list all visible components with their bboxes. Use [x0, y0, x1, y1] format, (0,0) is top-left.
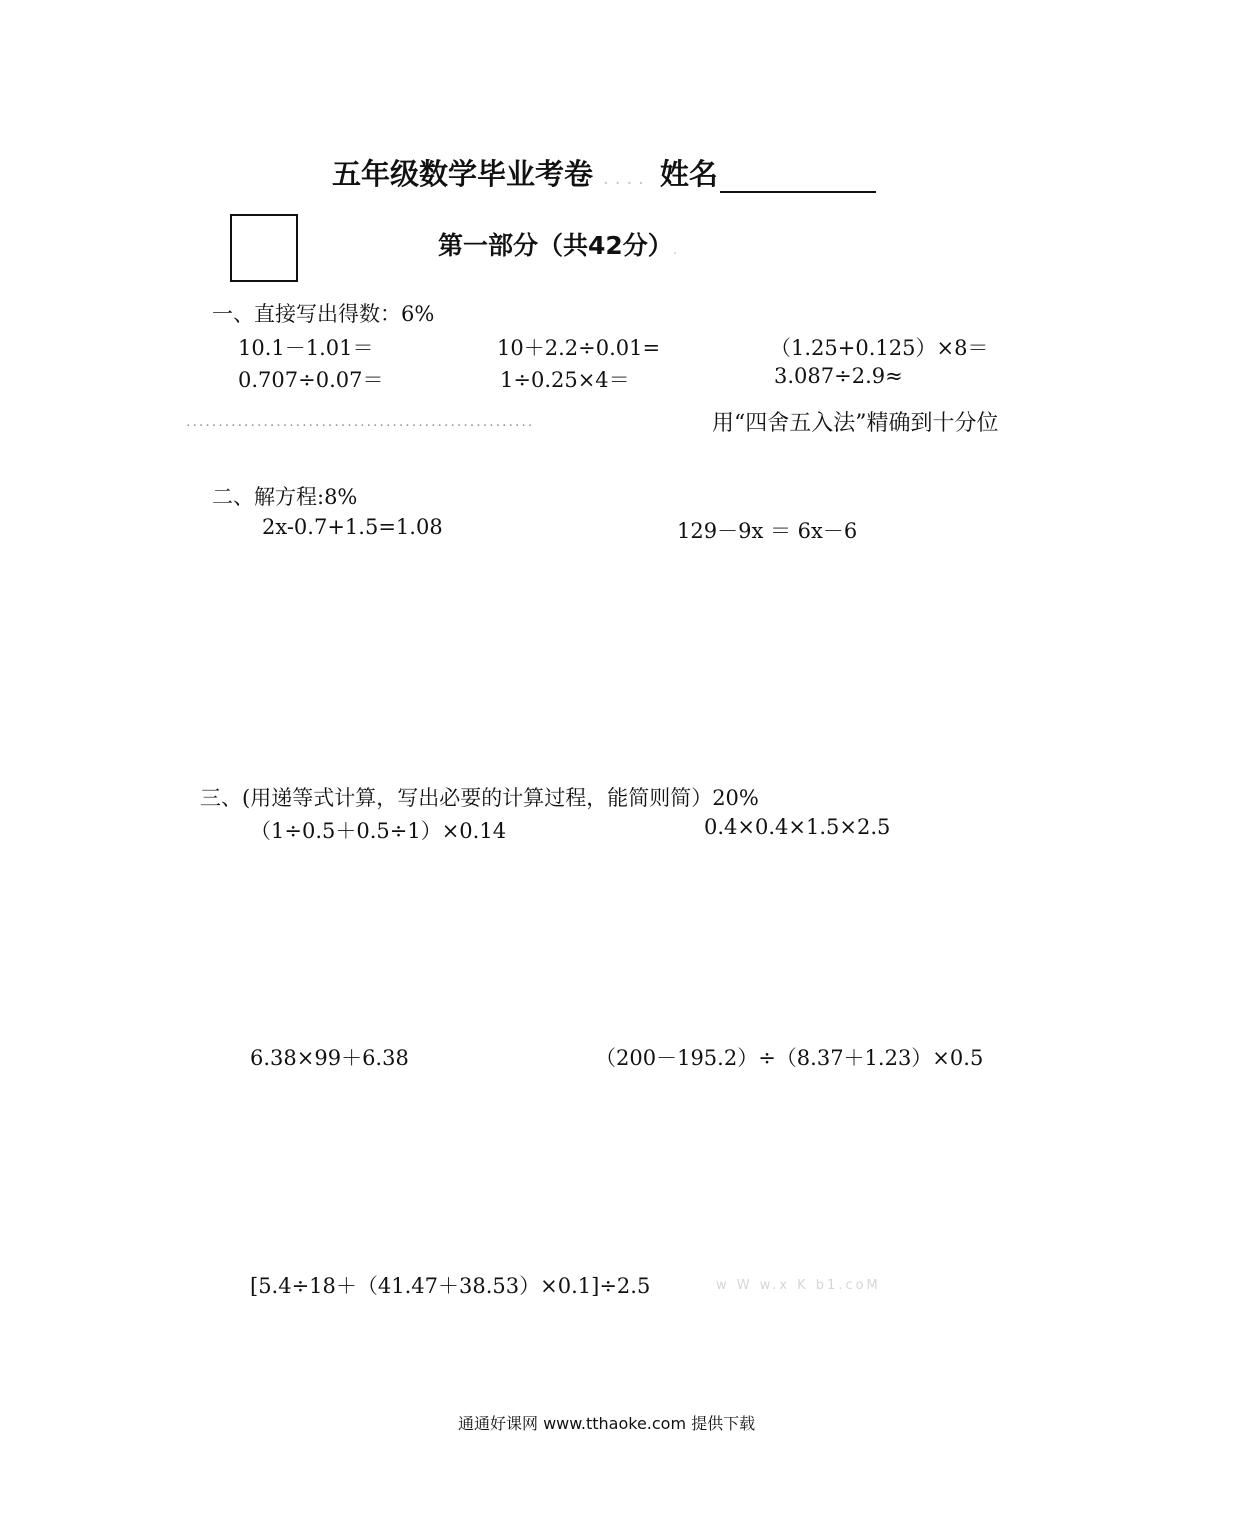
- name-blank-line[interactable]: [720, 163, 876, 193]
- s3-problem-4: （200－195.2）÷（8.37＋1.23）×0.5: [595, 1046, 984, 1070]
- s1-problem-4: 0.707÷0.07＝: [238, 368, 384, 392]
- part-title-row: [438, 226, 677, 262]
- exam-title: 五年级数学毕业考卷: [332, 157, 594, 191]
- title-dots: ....: [603, 168, 650, 189]
- s3-problem-3: 6.38×99＋6.38: [250, 1046, 409, 1070]
- s1-problem-3: （1.25+0.125）×8＝: [770, 336, 989, 360]
- rounding-note: 用“四舍五入法”精确到十分位: [712, 411, 999, 436]
- s3-problem-1: （1÷0.5＋0.5÷1）×0.14: [250, 819, 507, 843]
- watermark-text: w W w.x K b1.coM: [716, 1278, 881, 1293]
- s3-problem-2: 0.4×0.4×1.5×2.5: [704, 815, 891, 839]
- s1-problem-1: 10.1－1.01＝: [238, 336, 374, 360]
- exam-title-row: [332, 152, 876, 193]
- section2-heading: 二、解方程:8%: [212, 485, 358, 509]
- part-title-dot: .: [672, 242, 678, 258]
- s1-problem-2: 10＋2.2÷0.01=: [497, 336, 661, 360]
- s2-equation-1: 2x-0.7+1.5=1.08: [262, 515, 443, 539]
- dotted-leader: ......................................................: [186, 414, 535, 430]
- section1-heading: 一、直接写出得数：6%: [212, 302, 435, 326]
- footer-credit: 通通好课网 www.tthaoke.com 提供下载: [458, 1414, 756, 1433]
- name-label: 姓名: [659, 157, 718, 191]
- s1-problem-6: 3.087÷2.9≈: [774, 364, 903, 388]
- s2-equation-2: 129－9x ＝ 6x－6: [677, 519, 858, 543]
- s3-problem-5: [5.4÷18＋（41.47＋38.53）×0.1]÷2.5: [250, 1274, 651, 1298]
- s1-problem-5: 1÷0.25×4＝: [500, 368, 630, 392]
- section3-heading: 三、(用递等式计算，写出必要的计算过程，能简则简）20%: [200, 786, 759, 810]
- score-box[interactable]: [230, 214, 298, 282]
- part-title: 第一部分（共42分）: [438, 231, 673, 260]
